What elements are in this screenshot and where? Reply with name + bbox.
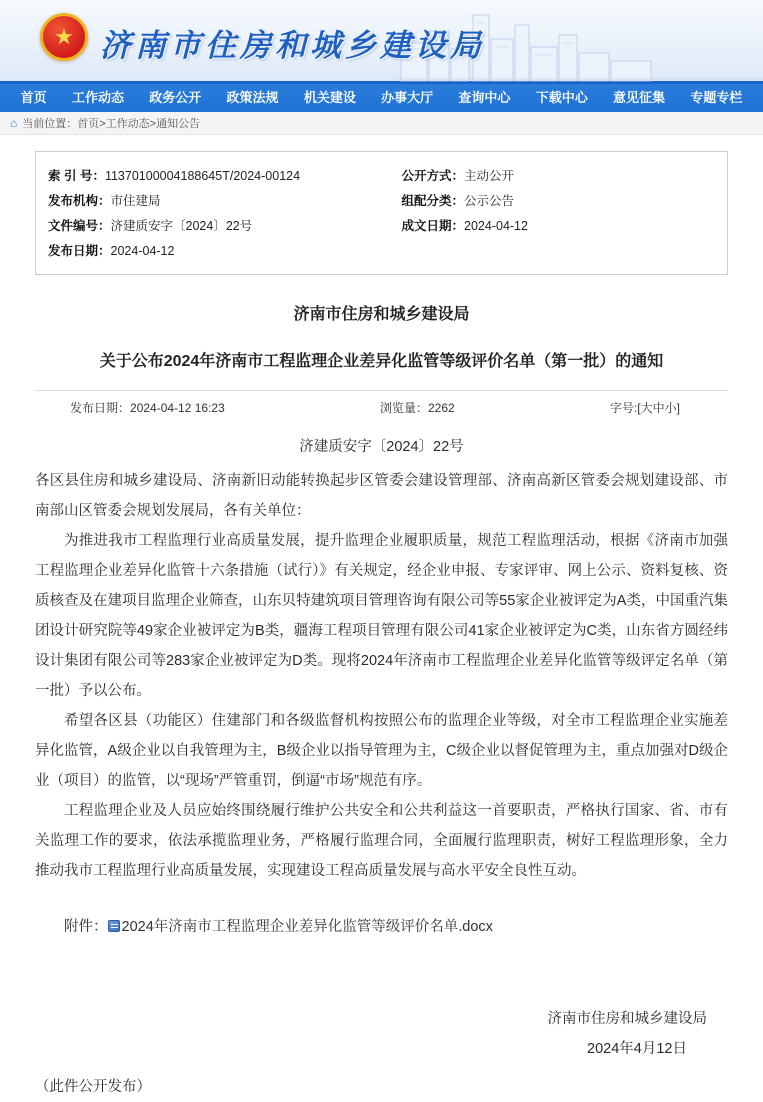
info-field-issuing-agency: 发布机构：市住建局 (48, 194, 161, 208)
meta-view-count: 浏览量：2262 (379, 401, 455, 415)
signature-block (35, 1004, 728, 1064)
attachment-label: 附件： (64, 919, 108, 935)
info-field-publish-date: 发布日期：2024-04-12 (48, 244, 175, 258)
attachment-file-link[interactable]: 2024年济南市工程监理企业差异化监管等级评价名单.docx (121, 919, 493, 935)
info-field-document-number: 文件编号：济建质安字〔2024〕22号 (48, 219, 253, 233)
signature-date: 2024年4月12日 (587, 1041, 687, 1057)
nav-item-work-news[interactable]: 工作动态 (71, 90, 124, 105)
word-document-icon (108, 920, 120, 932)
info-field-index-number: 索 引 号：11370100004188645T/2024-00124 (48, 169, 301, 183)
nav-item-policies[interactable]: 政策法规 (226, 90, 279, 105)
main-nav (0, 84, 763, 112)
signature-org: 济南市住房和城乡建设局 (547, 1011, 707, 1027)
nav-item-special-topics[interactable]: 专题专栏 (690, 90, 743, 105)
nav-item-feedback[interactable]: 意见征集 (613, 90, 666, 105)
location-icon: ⌂ (10, 116, 18, 130)
font-size-large-button[interactable]: 大 (640, 401, 653, 415)
font-size-small-button[interactable]: 小 (664, 401, 677, 415)
public-release-note: （此件公开发布） (35, 1079, 151, 1095)
article-meta (35, 391, 728, 416)
breadcrumb-path[interactable]: 首页>工作动态>通知公告 (77, 118, 201, 130)
breadcrumb-label: 当前位置： (22, 118, 78, 130)
info-left-column (48, 164, 402, 264)
national-emblem-logo: ★ (40, 13, 88, 61)
paragraph-3: 工程监理企业及人员应始终围绕履行维护公共安全和公共利益这一首要职责，严格执行国家、省、市有关监理工作的要求，依法承揽监理业务，严格履行监理合同，全面履行监理职责，树好工程监理形象，全力推动我市工程监理行业高质量发展，实现建设工程高质量发展与高水平安全良性互动。 (35, 803, 728, 879)
font-size-medium-button[interactable]: 中 (652, 401, 665, 415)
site-header (0, 0, 763, 84)
article-body (35, 432, 728, 1102)
page-content (0, 151, 763, 1102)
nav-item-download[interactable]: 下载中心 (535, 90, 588, 105)
salutation-line: 各区县住房和城乡建设局、济南新旧动能转换起步区管委会建设管理部、济南高新区管委会规划建设部、市南部山区管委会规划发展局，各有关单位： (35, 473, 728, 519)
info-right-column (402, 164, 715, 264)
article-org-title: 济南市住房和城乡建设局 (293, 306, 470, 323)
document-info-box (35, 151, 728, 275)
meta-publish-date: 发布日期：2024-04-12 16:23 (70, 401, 225, 415)
info-field-written-date: 成文日期：2024-04-12 (401, 219, 528, 233)
attachment-line (35, 912, 728, 942)
paragraph-2: 希望各区县（功能区）住建部门和各级监督机构按照公布的监理企业等级，对全市工程监理企业实施差异化监管，A级企业以自我管理为主，B级企业以指导管理为主，C级企业以督促管理为主，重点加强对D级企业（项目）的监管，以“现场”严管重罚，倒逼“市场”规范有序。 (35, 713, 728, 789)
info-field-disclosure-method: 公开方式：主动公开 (401, 169, 515, 183)
nav-item-service-hall[interactable]: 办事大厅 (381, 90, 434, 105)
nav-item-query-center[interactable]: 查询中心 (458, 90, 511, 105)
paragraph-1: 为推进我市工程监理行业高质量发展，提升监理企业履职质量，规范工程监理活动，根据《济南市加强工程监理企业差异化监管十六条措施（试行）》有关规定，经企业申报、专家评审、网上公示、资料复核、资质核查及在建项目监理企业筛查，山东贝特建筑项目管理咨询有限公司等55家企业被评定为A类，中国重汽集团设计研究院等49家企业被评定为B类，疆海工程项目管理有限公司41家企业被评定为C类，山东省方圆经纬设计集团有限公司等283家企业被评定为D类。现将2024年济南市工程监理企业差异化监管等级评定名单（第一批）予以公布。 (35, 533, 728, 699)
meta-font-size-control: 字号:[大中小] (609, 401, 680, 415)
info-field-category: 组配分类：公示公告 (401, 194, 515, 208)
document-number-line: 济建质安字〔2024〕22号 (299, 439, 464, 455)
breadcrumb (0, 112, 763, 135)
article-notice-title: 关于公布2024年济南市工程监理企业差异化监管等级评价名单（第一批）的通知 (99, 353, 664, 370)
site-title: 济南市住房和城乡建设局 (100, 28, 485, 63)
nav-item-gov-info[interactable]: 政务公开 (149, 90, 202, 105)
nav-item-home[interactable]: 首页 (20, 90, 47, 105)
nav-item-agency[interactable]: 机关建设 (303, 90, 356, 105)
